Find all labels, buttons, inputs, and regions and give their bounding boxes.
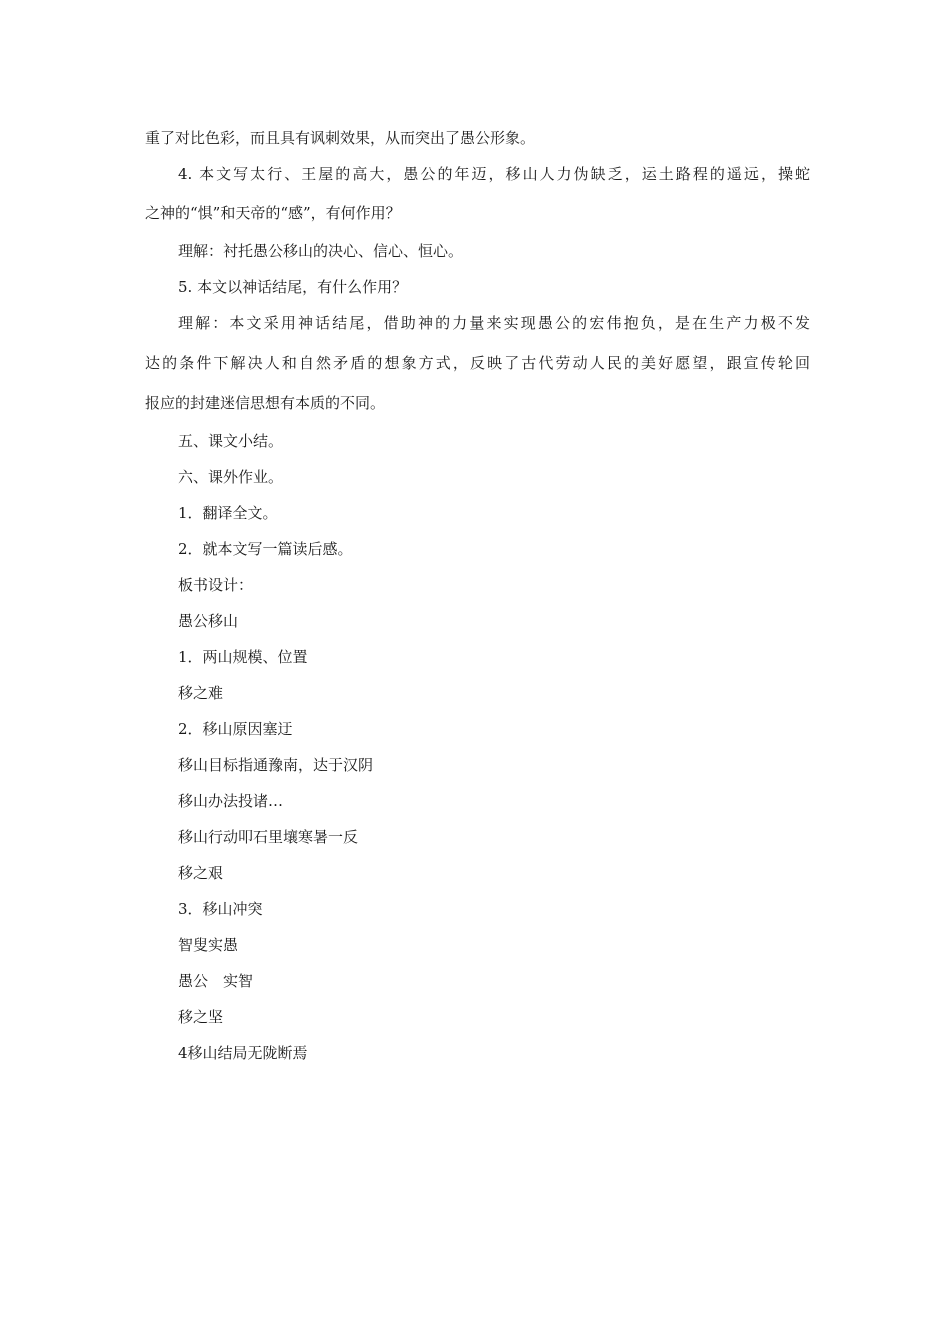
board-note-difficulty: 移之难 — [178, 684, 224, 702]
section-summary: 五、课文小结。 — [178, 432, 284, 450]
board-item-3: 3．移山冲突 — [178, 900, 263, 918]
board-item-4: 4移山结局无陇断焉 — [178, 1044, 308, 1062]
board-item-1: 1．两山规模、位置 — [178, 648, 308, 666]
board-title: 愚公移山 — [178, 612, 239, 630]
answer-4: 理解：衬托愚公移山的决心、信心、恒心。 — [178, 242, 464, 260]
homework-item-2: 2．就本文写一篇读后感。 — [178, 540, 353, 558]
homework-item-1: 1．翻译全文。 — [178, 504, 278, 522]
answer-5-line-1: 理解：本文采用神话结尾，借助神的力量来实现愚公的宏伟抱负，是在生产力极不发 — [178, 314, 810, 332]
question-4-line-2: 之神的“惧”和天帝的“感”，有何作用？ — [145, 204, 401, 222]
board-method: 移山办法投诸… — [178, 792, 284, 810]
question-4-line-1: 4. 本文写太行、王屋的高大，愚公的年迈，移山人力伪缺乏，运土路程的遥远，操蛇 — [178, 165, 810, 183]
board-yugong: 愚公 实智 — [178, 972, 254, 990]
board-action: 移山行动叩石里壤寒暑一反 — [178, 828, 359, 846]
board-note-hardship: 移之艰 — [178, 864, 224, 882]
section-homework: 六、课外作业。 — [178, 468, 284, 486]
question-5: 5. 本文以神话结尾，有什么作用？ — [178, 278, 408, 296]
board-design-heading: 板书设计： — [178, 576, 254, 594]
board-zhisou: 智叟实愚 — [178, 936, 239, 954]
board-item-2: 2．移山原因塞迂 — [178, 720, 293, 738]
board-goal: 移山目标指通豫南，达于汉阴 — [178, 756, 374, 774]
paragraph-line-1: 重了对比色彩，而且具有讽刺效果，从而突出了愚公形象。 — [145, 129, 536, 147]
answer-5-line-3: 报应的封建迷信思想有本质的不同。 — [145, 394, 386, 412]
answer-5-line-2: 达的条件下解决人和自然矛盾的想象方式，反映了古代劳动人民的美好愿望，跟宣传轮回 — [145, 354, 810, 372]
board-note-firmness: 移之坚 — [178, 1008, 224, 1026]
